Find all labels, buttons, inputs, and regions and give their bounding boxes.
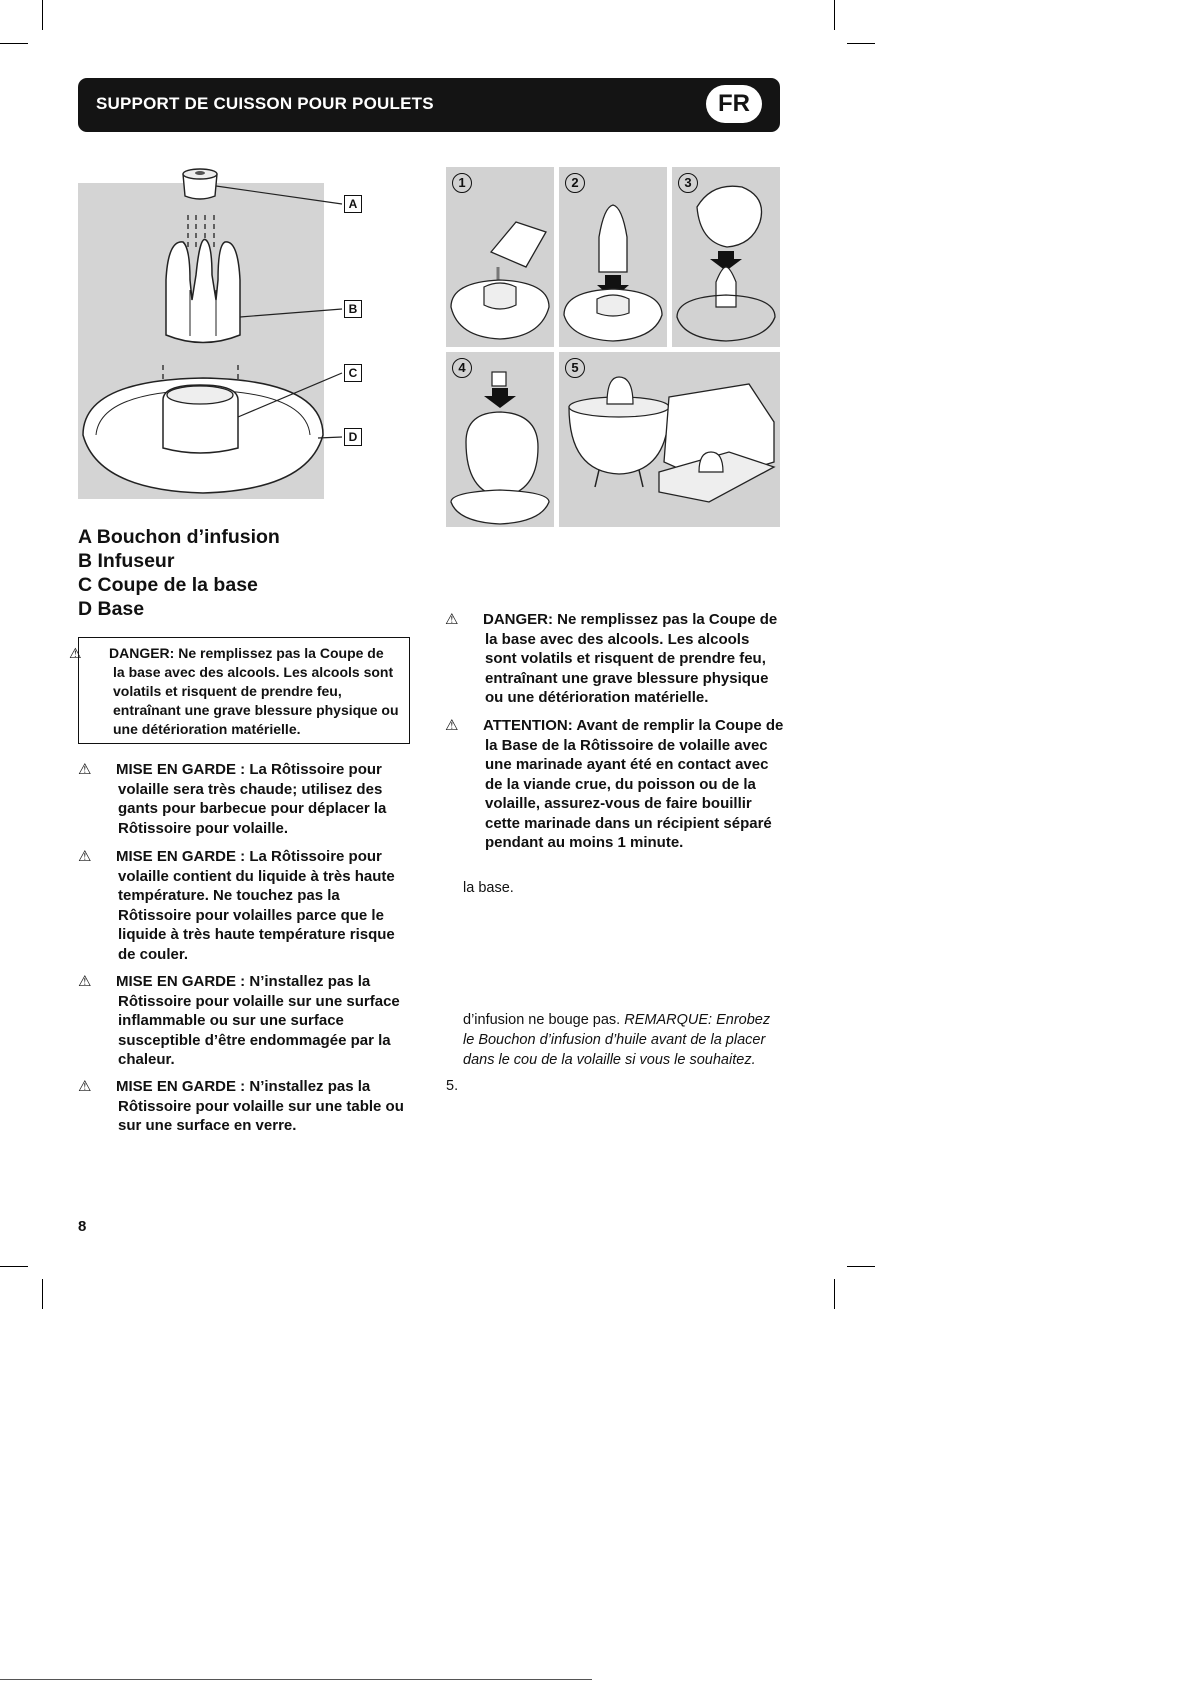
- warning-text: N’installez pas la Rôtissoire pour volaille sur une surface inflammable ou sur une surface susceptible d’être endommagée par la chaleur.: [118, 973, 400, 1068]
- pour-liquid-illustration: [446, 167, 554, 347]
- step-panel-3: [672, 167, 780, 347]
- section-header: [78, 78, 780, 132]
- page-title: SUPPORT DE CUISSON POUR POULETS: [96, 94, 434, 113]
- insert-cap-illustration: [446, 352, 554, 527]
- callout-c: C: [344, 364, 362, 382]
- crop-mark: [834, 1279, 835, 1309]
- footer-rule: [0, 1679, 592, 1680]
- remark-label: REMARQUE:: [624, 1012, 713, 1028]
- warning-label: MISE EN GARDE :: [116, 973, 246, 990]
- language-badge: FR: [706, 85, 762, 123]
- text-fragment: d’infusion ne bouge pas.: [463, 1012, 621, 1028]
- warning-text: Ne remplissez pas la Coupe de la base avec des alcools. Les alcools sont volatils et risquent de prendre feu, entraînant une grave blessure physique ou une détérioration matérielle.: [113, 645, 399, 737]
- warning-text: Avant de remplir la Coupe de la Base de la Rôtissoire de volaille avec une marinade ayant été en contact avec de la viande crue, du poisson ou de la volaille, assurez-vous de faire bouillir cette marinade dans un récipient séparé pendant au moins 1 minute.: [485, 717, 784, 851]
- callout-b: B: [344, 300, 362, 318]
- legend-item: C Coupe de la base: [78, 574, 258, 596]
- step-panel-2: [559, 167, 667, 347]
- callout-a: A: [344, 195, 362, 213]
- warning-paragraph: [78, 760, 414, 838]
- warning-text: Ne remplissez pas la Coupe de la base avec des alcools. Les alcools sont volatils et risquent de prendre feu, entraînant une grave blessure physique ou une détérioration matérielle.: [485, 611, 778, 706]
- warning-icon: ⚠: [78, 973, 92, 990]
- step-panel-5: [559, 352, 780, 527]
- step-five-label: 5.: [446, 1078, 459, 1094]
- danger-warning-box: [69, 637, 410, 744]
- parts-diagram: [78, 160, 388, 505]
- roaster-exploded-illustration: [78, 160, 388, 505]
- warning-icon: ⚠: [69, 645, 82, 661]
- warning-paragraph: [78, 972, 414, 1070]
- step-panel-1: [446, 167, 554, 347]
- crop-mark: [0, 1266, 28, 1267]
- insert-infuser-illustration: [559, 167, 667, 347]
- warning-label: DANGER:: [483, 611, 553, 628]
- grill-illustration: [559, 352, 780, 527]
- crop-mark: [0, 43, 28, 44]
- instruction-paragraph: [463, 1010, 783, 1070]
- warning-icon: ⚠: [78, 761, 92, 778]
- warning-label: MISE EN GARDE :: [116, 1078, 246, 1095]
- warning-icon: ⚠: [78, 1078, 92, 1095]
- text-fragment: la base.: [463, 880, 514, 896]
- step-number: 5: [565, 358, 585, 378]
- parts-legend: [78, 525, 280, 621]
- step-number: 1: [452, 173, 472, 193]
- warning-paragraph: [78, 847, 414, 964]
- warning-text: N’installez pas la Rôtissoire pour volaille sur une table ou sur une surface en verre.: [118, 1078, 404, 1134]
- legend-item: B Infuseur: [78, 550, 175, 572]
- warning-text: La Rôtissoire pour volaille sera très chaude; utilisez des gants pour barbecue pour déplacer la Rôtissoire pour volaille.: [118, 761, 387, 837]
- legend-item: D Base: [78, 598, 145, 620]
- crop-mark: [847, 43, 875, 44]
- warning-label: MISE EN GARDE :: [116, 761, 246, 778]
- crop-mark: [834, 0, 835, 30]
- callout-d: D: [344, 428, 362, 446]
- crop-mark: [847, 1266, 875, 1267]
- crop-mark: [42, 0, 43, 30]
- warning-label: MISE EN GARDE :: [116, 848, 246, 865]
- place-chicken-illustration: [672, 167, 780, 347]
- warning-paragraph: [445, 610, 785, 708]
- warning-text: La Rôtissoire pour volaille contient du liquide à très haute température. Ne touchez pas la Rôtissoire pour volailles parce que le liquide à très haute température risque de couler.: [118, 848, 395, 963]
- step-number: 3: [678, 173, 698, 193]
- legend-item: A Bouchon d’infusion: [78, 526, 280, 548]
- step-number: 2: [565, 173, 585, 193]
- crop-mark: [42, 1279, 43, 1309]
- step-number: 4: [452, 358, 472, 378]
- warning-icon: ⚠: [445, 717, 459, 734]
- warning-label: DANGER:: [109, 645, 175, 661]
- warning-icon: ⚠: [445, 611, 459, 628]
- warning-paragraph: [445, 716, 785, 853]
- warning-paragraph: [78, 1077, 414, 1136]
- warning-label: ATTENTION:: [483, 717, 573, 734]
- step-panel-4: [446, 352, 554, 527]
- page-number: 8: [78, 1218, 87, 1235]
- warning-icon: ⚠: [78, 848, 92, 865]
- remark-text: Enrobez le Bouchon d’infusion d’huile avant de la placer dans le cou de la volaille si vous le souhaitez.: [463, 1012, 771, 1068]
